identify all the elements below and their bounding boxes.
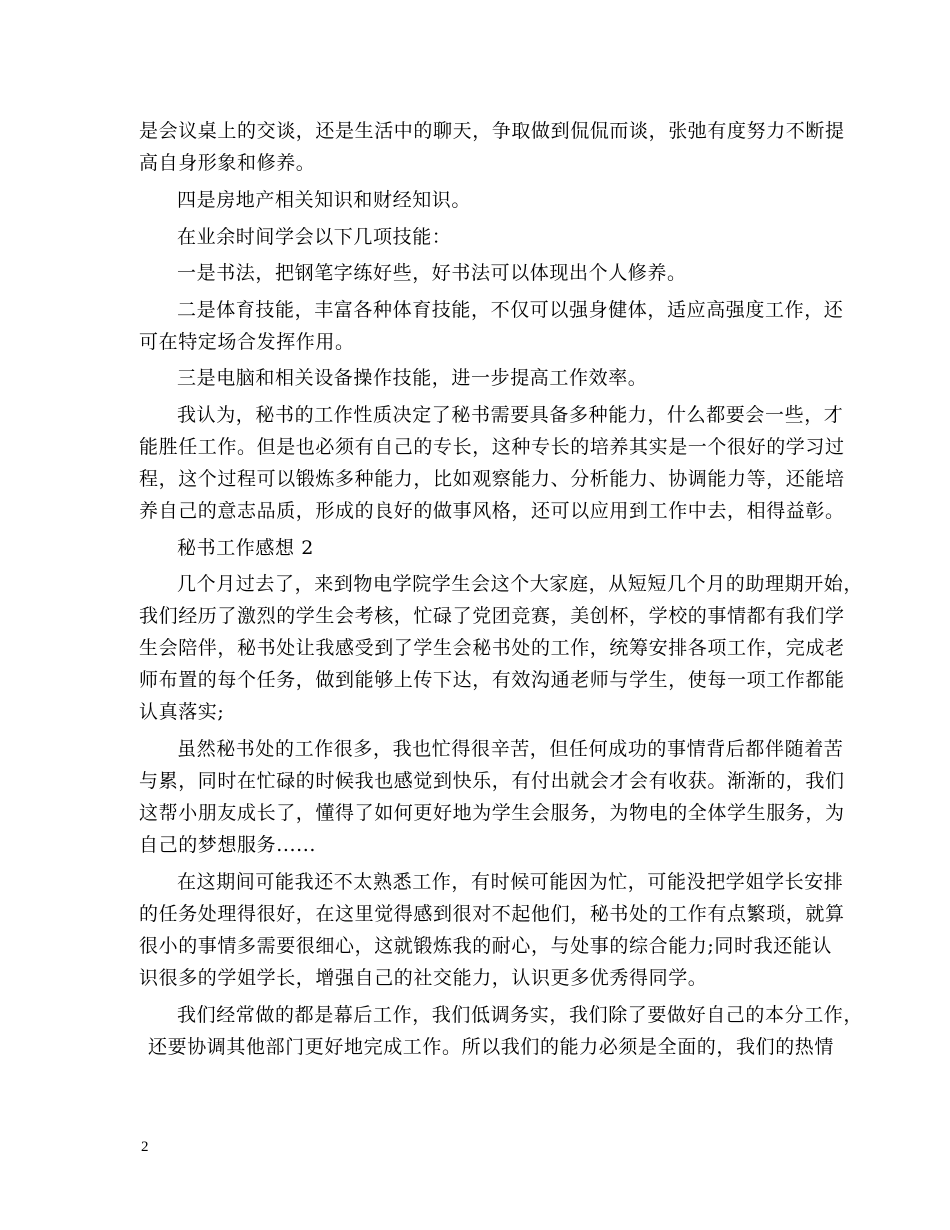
text-line: 我们经常做的都是幕后工作，我们低调务实，我们除了要做好自己的本分工作， xyxy=(177,1004,864,1026)
text-line: 在业余时间学会以下几项技能： xyxy=(177,226,452,248)
text-line: 的任务处理得很好，在这里觉得感到很对不起他们，秘书处的工作有点繁琐，就算 xyxy=(139,903,845,925)
text-line: 这帮小朋友成长了，懂得了如何更好地为学生会服务，为物电的全体学生服务，为 xyxy=(139,802,845,824)
text-line: 我们经历了激烈的学生会考核，忙碌了党团竞赛，美创杯，学校的事情都有我们学 xyxy=(139,605,845,627)
text-line: 还要协调其他部门更好地完成工作。所以我们的能力必须是全面的，我们的热情 xyxy=(148,1036,835,1058)
text-line: 在这期间可能我还不太熟悉工作，有时候可能因为忙，可能没把学姐学长安排 xyxy=(177,871,844,893)
text-line: 与累，同时在忙碌的时候我也感觉到快乐，有付出就会才会有收获。渐渐的，我们 xyxy=(139,770,845,792)
text-line: 高自身形象和修养。 xyxy=(139,152,316,174)
text-line: 几个月过去了，来到物电学院学生会这个大家庭，从短短几个月的助理期开始， xyxy=(177,573,864,595)
text-line: 二是体育技能，丰富各种体育技能，不仅可以强身健体，适应高强度工作，还 xyxy=(177,299,844,321)
text-line: 四是房地产相关知识和财经知识。 xyxy=(177,189,472,211)
text-line: 很小的事情多需要很细心，这就锻炼我的耐心，与处事的综合能力;同时我还能认 xyxy=(139,935,833,957)
text-line: 认真落实; xyxy=(139,701,225,723)
section-heading: 秘书工作感想 2 xyxy=(177,537,314,559)
text-line: 师布置的每个任务，做到能够上传下达，有效沟通老师与学生，使每一项工作都能 xyxy=(139,669,845,691)
text-line: 自己的梦想服务...... xyxy=(139,834,317,856)
text-line: 程，这个过程可以锻炼多种能力，比如观察能力、分析能力、协调能力等，还能培 xyxy=(139,468,845,490)
text-line: 三是电脑和相关设备操作技能，进一步提高工作效率。 xyxy=(177,367,648,389)
text-line: 识很多的学姐学长，增强自己的社交能力，认识更多优秀得同学。 xyxy=(139,967,708,989)
text-line: 养自己的意志品质，形成的良好的做事风格，还可以应用到工作中去，相得益彰。 xyxy=(139,500,845,522)
page-number: 2 xyxy=(141,1139,149,1155)
text-line: 生会陪伴，秘书处让我感受到了学生会秘书处的工作，统筹安排各项工作，完成老 xyxy=(139,637,845,659)
text-line: 是会议桌上的交谈，还是生活中的聊天，争取做到侃侃而谈，张弛有度努力不断提 xyxy=(139,120,845,142)
text-line: 可在特定场合发挥作用。 xyxy=(139,331,355,353)
text-line: 虽然秘书处的工作很多，我也忙得很辛苦，但任何成功的事情背后都伴随着苦 xyxy=(177,738,844,760)
text-line: 一是书法，把钢笔字练好些，好书法可以体现出个人修养。 xyxy=(177,262,687,284)
text-line: 能胜任工作。但是也必须有自己的专长，这种专长的培养其实是一个很好的学习过 xyxy=(139,436,845,458)
text-line: 我认为，秘书的工作性质决定了秘书需要具备多种能力，什么都要会一些，才 xyxy=(177,404,844,426)
